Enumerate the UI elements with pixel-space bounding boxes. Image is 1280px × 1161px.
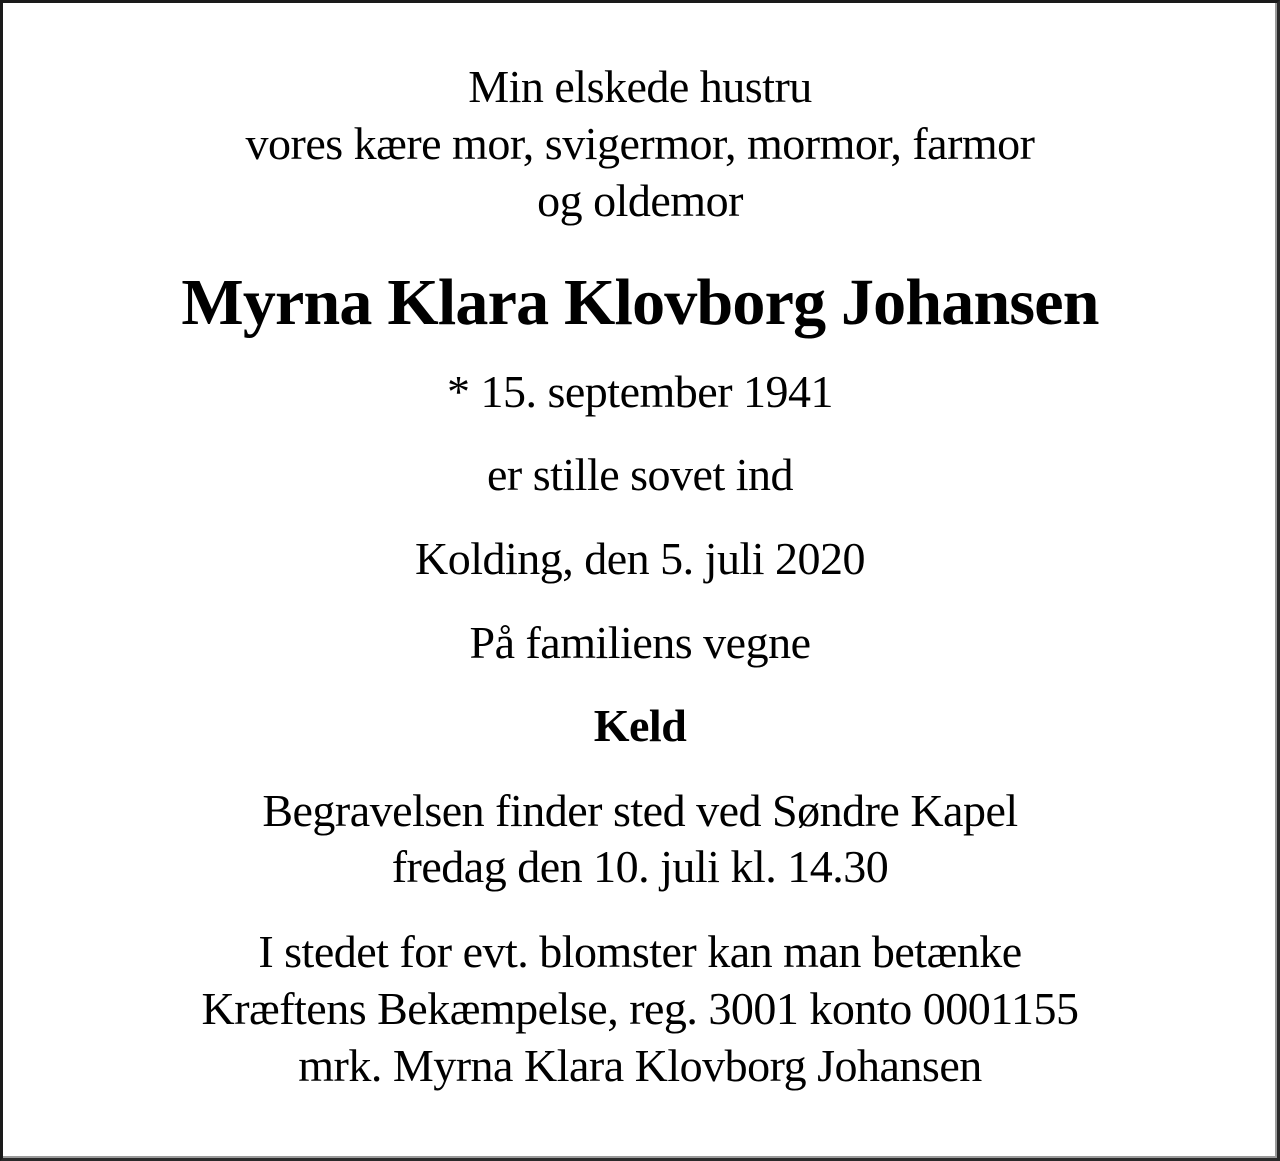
passed-text: er stille sovet ind (486, 449, 794, 500)
intro-text (3, 58, 1277, 229)
deceased-name: Myrna Klara Klovborg Johansen (181, 266, 1099, 339)
donation-line: mrk. Myrna Klara Klovborg Johansen (298, 1040, 982, 1091)
funeral-line: fredag den 10. juli kl. 14.30 (391, 841, 889, 892)
funeral-line: Begravelsen finder sted ved Søndre Kapel (262, 785, 1018, 836)
intro-line: og oldemor (537, 175, 743, 226)
birth-date: * 15. september 1941 (446, 366, 834, 417)
donation-line: I stedet for evt. blomster kan man betænke (258, 926, 1022, 977)
on-behalf-text: På familiens vegne (469, 617, 811, 668)
donation-line: Kræftens Bekæmpelse, reg. 3001 konto 0001155 (201, 983, 1079, 1034)
intro-line: vores kære mor, svigermor, mormor, farmor (245, 118, 1035, 169)
place-and-date: Kolding, den 5. juli 2020 (414, 533, 866, 584)
signer-name: Keld (593, 700, 687, 751)
funeral-info (3, 783, 1277, 895)
intro-line: Min elskede hustru (468, 61, 812, 112)
donation-info (3, 923, 1277, 1094)
